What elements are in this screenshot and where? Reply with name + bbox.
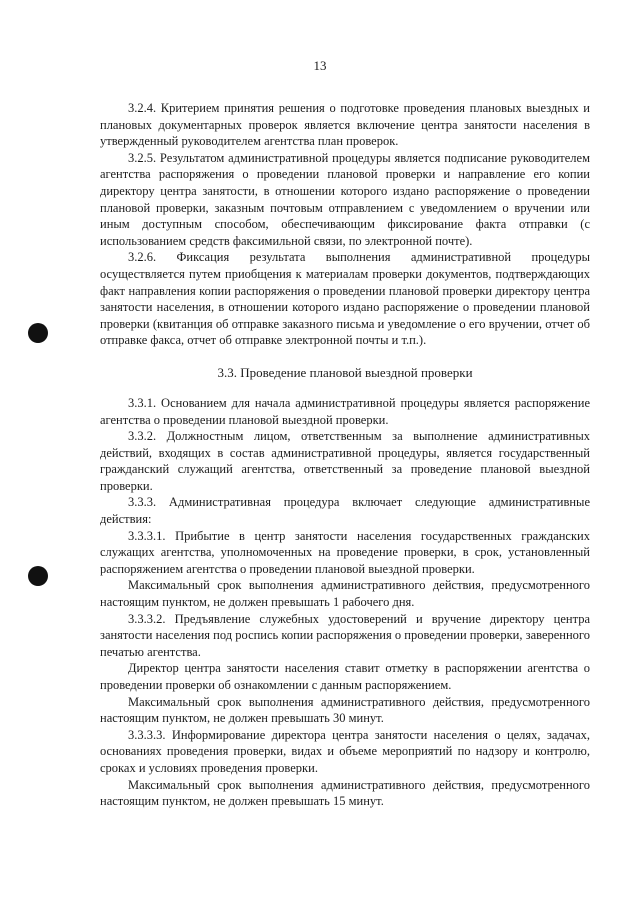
paragraph-3-3-3-1: 3.3.3.1. Прибытие в центр занятости населения государственных гражданских служащих агентства, уполномоченных на проведение проверки, в срок, установленный распоряжением агентства о проведении плановой выездной проверки. — [100, 528, 590, 576]
paragraph-3-3-1: 3.3.1. Основанием для начала административной процедуры является распоряжение агентства о проведении плановой выездной проверки. — [100, 395, 590, 427]
paragraph-3-3-2: 3.3.2. Должностным лицом, ответственным за выполнение административных действий, входящих в состав административной процедуры, является государственный гражданский служащий агентства, ответственный за проведение плановой выездной проверки. — [100, 429, 590, 493]
section-heading: 3.3. Проведение плановой выездной проверки — [217, 364, 473, 380]
paragraph-max-time-1: Максимальный срок выполнения административного действия, предусмотренного настоящим пунктом, не должен превышать 1 рабочего дня. — [100, 578, 590, 610]
paragraph-3-3-3-3: 3.3.3.3. Информирование директора центра занятости населения о целях, задачах, основаниях проведения проверки, видах и объеме мероприятий по надзору и контролю, сроках и условиях проведения проверки. — [100, 727, 590, 775]
paragraph-3-2-4: 3.2.4. Критерием принятия решения о подготовке проведения плановых выездных и плановых документарных проверок является включение центра занятости населения в утвержденный руководителем агентства план проверок. — [100, 101, 590, 149]
paragraph-3-2-6: 3.2.6. Фиксация результата выполнения административной процедуры осуществляется путем приобщения к материалам проверки документов, подтверждающих факт направления копии распоряжения о проведении плановой проверки директору центра занятости населения, в отношении которого издано распоряжение о проведении плановой проверки (квитанция об отправке заказного письма и уведомление о его вручении, отчет об отправке факса, отчет об отправке электронной почты и т.п.). — [100, 250, 590, 348]
paragraph-director-mark: Директор центра занятости населения ставит отметку в распоряжении агентства о проведении проверки об ознакомлении с данным распоряжением. — [100, 661, 590, 692]
paragraph-max-time-3: Максимальный срок выполнения административного действия, предусмотренного настоящим пунктом, не должен превышать 15 минут. — [100, 777, 590, 809]
paragraph-max-time-2: Максимальный срок выполнения административного действия, предусмотренного настоящим пунктом, не должен превышать 30 минут. — [100, 694, 590, 726]
paragraph-3-3-3: 3.3.3. Административная процедура включает следующие административные действия: — [100, 495, 590, 527]
paragraph-3-3-3-2: 3.3.3.2. Предъявление служебных удостоверений и вручение директору центра занятости населения под роспись копии распоряжения о проведении проверки, заверенного печатью агентства. — [100, 611, 590, 659]
document-body — [100, 100, 590, 810]
punch-hole-top — [28, 323, 48, 343]
paragraph-3-2-5: 3.2.5. Результатом административной процедуры является подписание руководителем агентства распоряжения о проведении плановой проверки и направление его копии директору центра занятости, в отношении которого издано распоряжение о проведении плановой проверки, заказным почтовым отправлением с уведомлением о вручении или иным доступным способом, обеспечивающим фиксирование факта отправки (с использованием средств факсимильной связи, по электронной почте). — [100, 150, 590, 248]
page-number: 13 — [313, 58, 327, 73]
punch-hole-bottom — [28, 566, 48, 586]
